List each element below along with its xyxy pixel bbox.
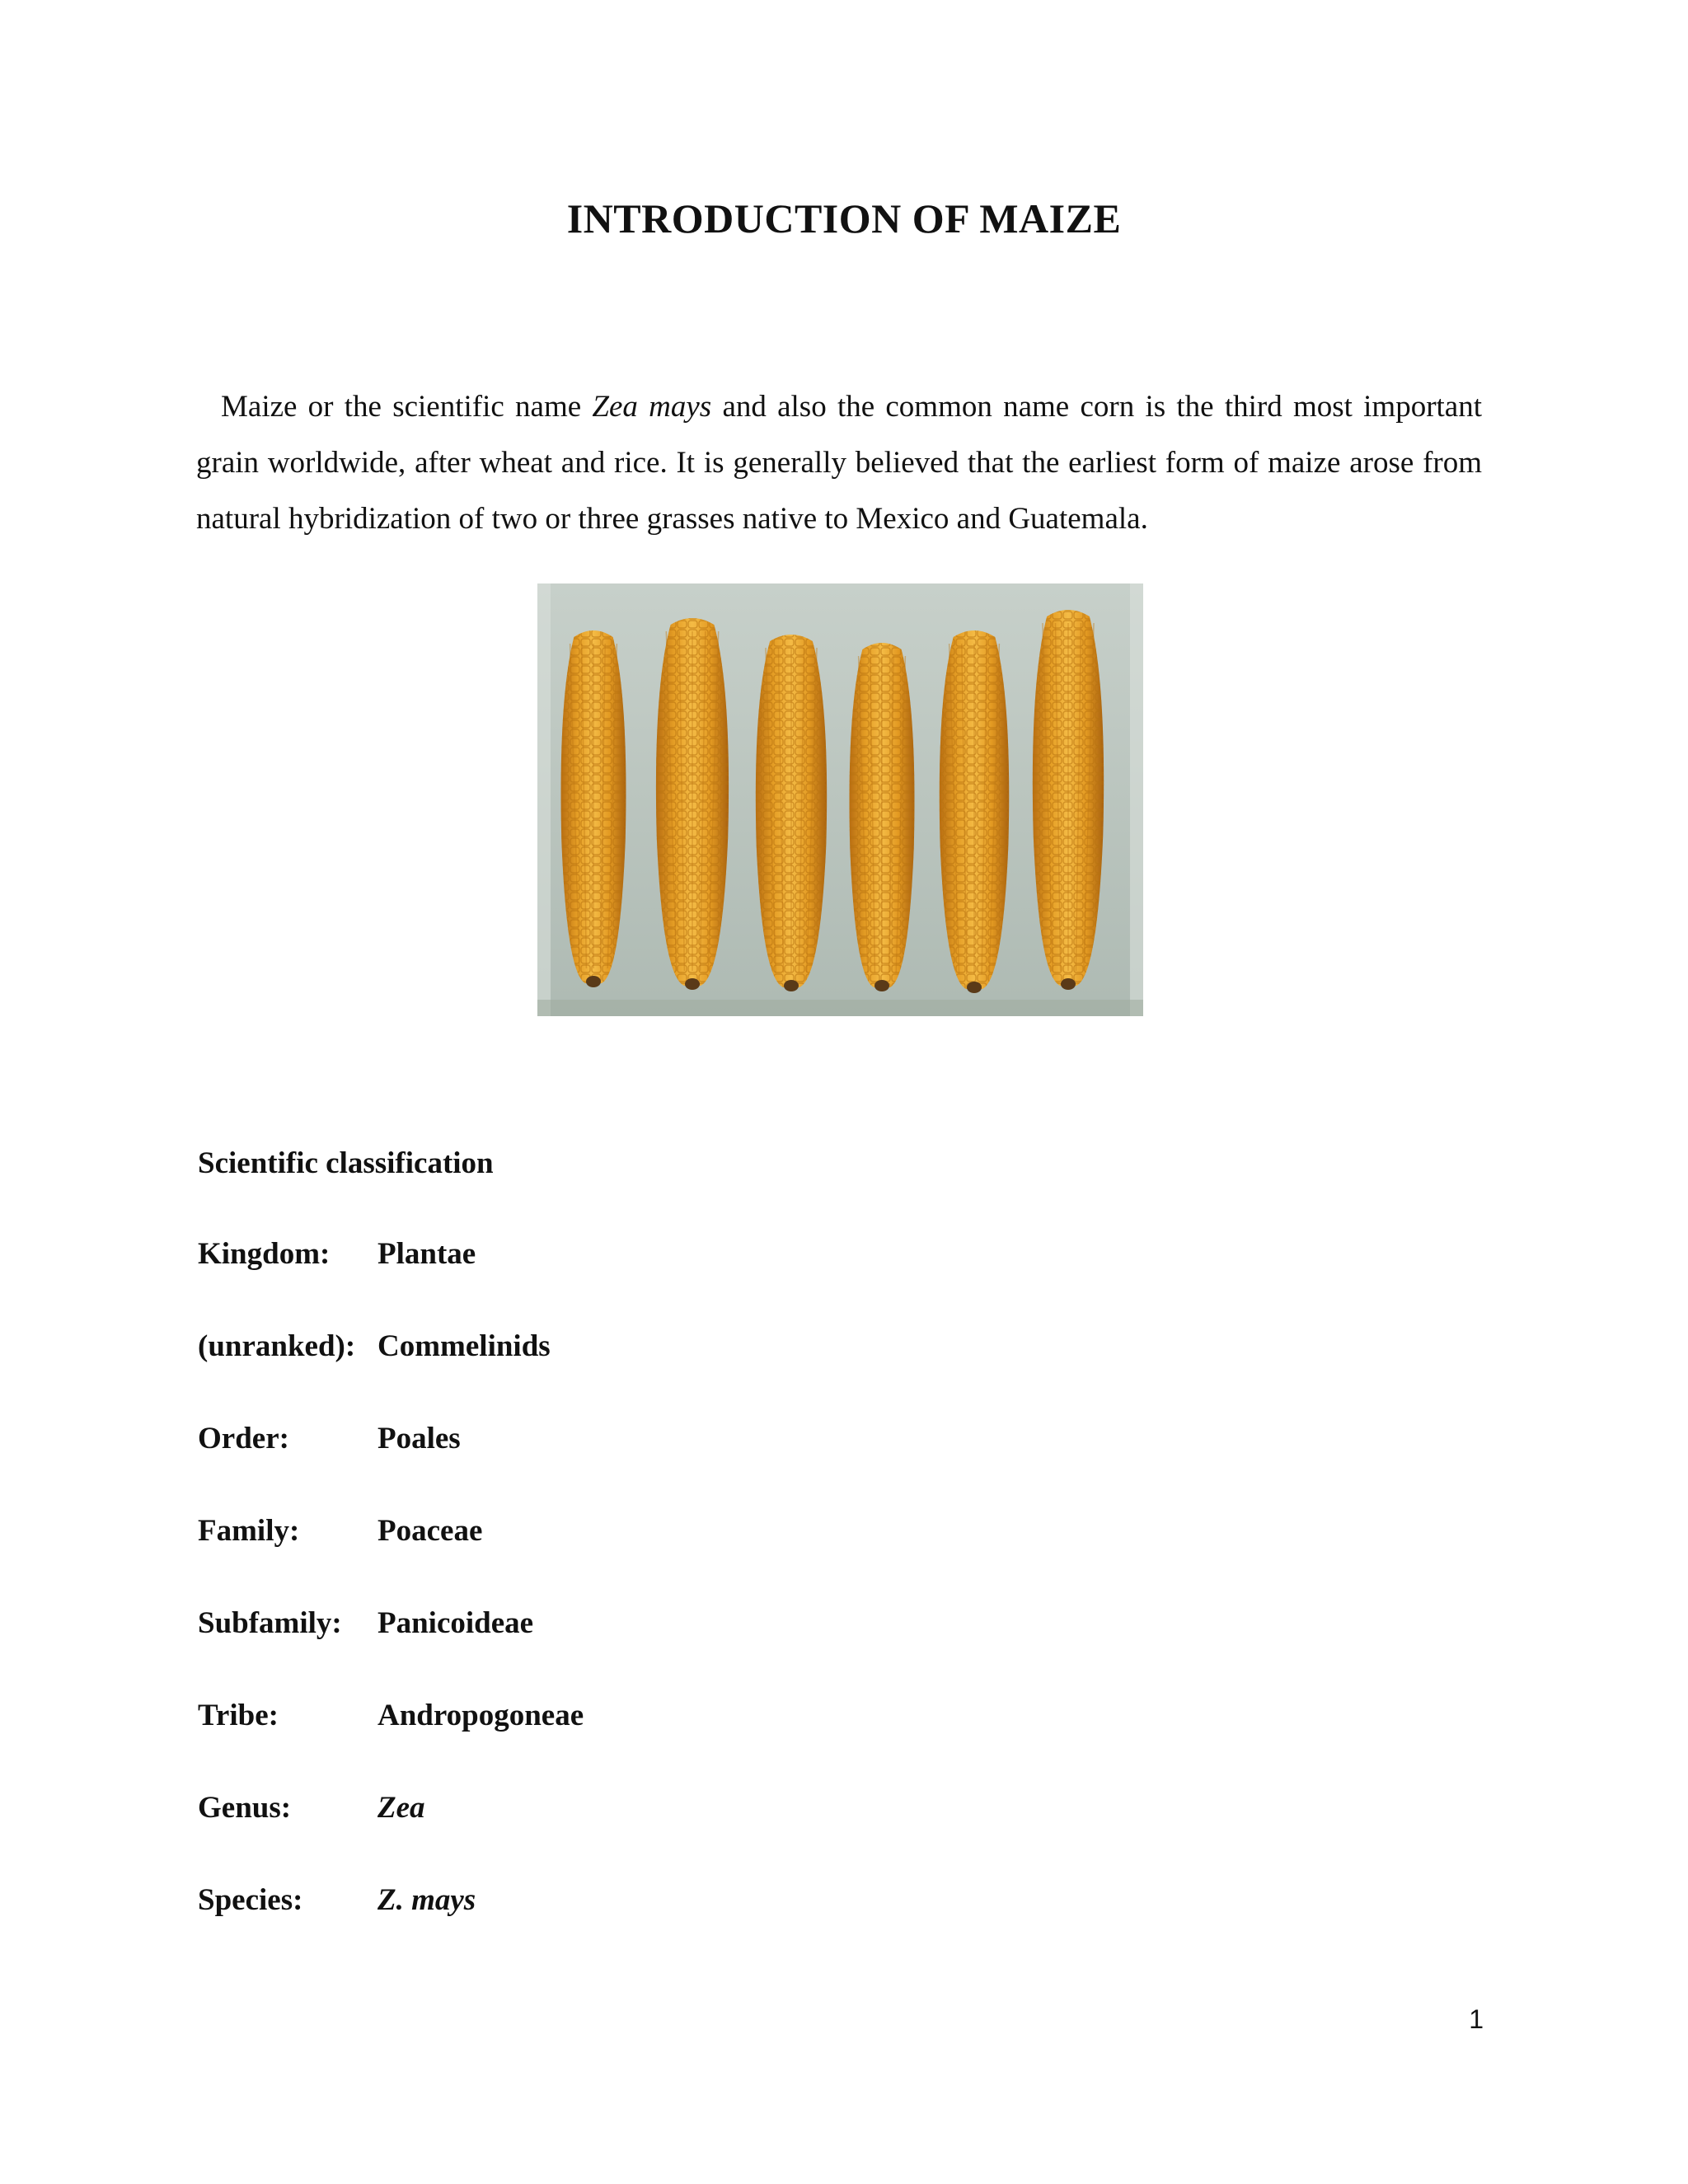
classification-list <box>198 1236 584 1975</box>
corn-stem <box>685 978 700 990</box>
photo-frame-right <box>1130 583 1143 1016</box>
intro-text-start: Maize or the scientific name <box>221 390 593 424</box>
corn-stem <box>586 976 601 987</box>
intro-paragraph <box>196 379 1482 547</box>
corn-stem <box>967 982 982 993</box>
page-title: INTRODUCTION OF MAIZE <box>566 195 1122 241</box>
classification-row <box>198 1513 584 1605</box>
classification-value: Zea <box>377 1791 425 1825</box>
classification-value: Poaceae <box>377 1514 483 1548</box>
maize-ears-illustration <box>537 583 1143 1016</box>
classification-label: Species: <box>198 1883 303 1917</box>
classification-value: Plantae <box>377 1237 476 1271</box>
classification-value: Panicoideae <box>377 1606 534 1640</box>
corn-stem <box>874 980 889 991</box>
classification-row <box>198 1790 584 1882</box>
classification-row <box>198 1236 584 1329</box>
classification-row <box>198 1421 584 1513</box>
classification-value: Poales <box>377 1422 461 1455</box>
classification-label: Genus: <box>198 1791 292 1825</box>
classification-label: Family: <box>198 1514 300 1548</box>
classification-label: Order: <box>198 1422 289 1455</box>
classification-heading: Scientific classification <box>198 1146 494 1180</box>
classification-label: Tribe: <box>198 1699 279 1732</box>
corn-stem <box>784 980 799 991</box>
photo-shelf <box>537 1000 1143 1016</box>
classification-row <box>198 1329 584 1421</box>
classification-row <box>198 1698 584 1790</box>
species-name: Zea mays <box>592 390 712 424</box>
classification-label: (unranked): <box>198 1329 356 1363</box>
classification-value: Z. mays <box>377 1883 476 1917</box>
classification-label: Kingdom: <box>198 1237 331 1271</box>
classification-value: Commelinids <box>377 1329 551 1363</box>
page-number: 1 <box>1469 2004 1484 2034</box>
classification-row <box>198 1605 584 1698</box>
maize-ears-photo <box>537 583 1143 1016</box>
corn-stem <box>1061 978 1076 990</box>
photo-frame-left <box>537 583 551 1016</box>
classification-value: Andropogoneae <box>377 1699 584 1732</box>
classification-row <box>198 1882 584 1975</box>
intro-text-end: and also the common name corn is the third most important grain worldwide, after wheat and rice. It is generally believed that the earliest form of maize arose from natural hybridization of two or three grasses native to Mexico and Guatemala. <box>196 390 1483 536</box>
classification-label: Subfamily: <box>198 1606 342 1640</box>
